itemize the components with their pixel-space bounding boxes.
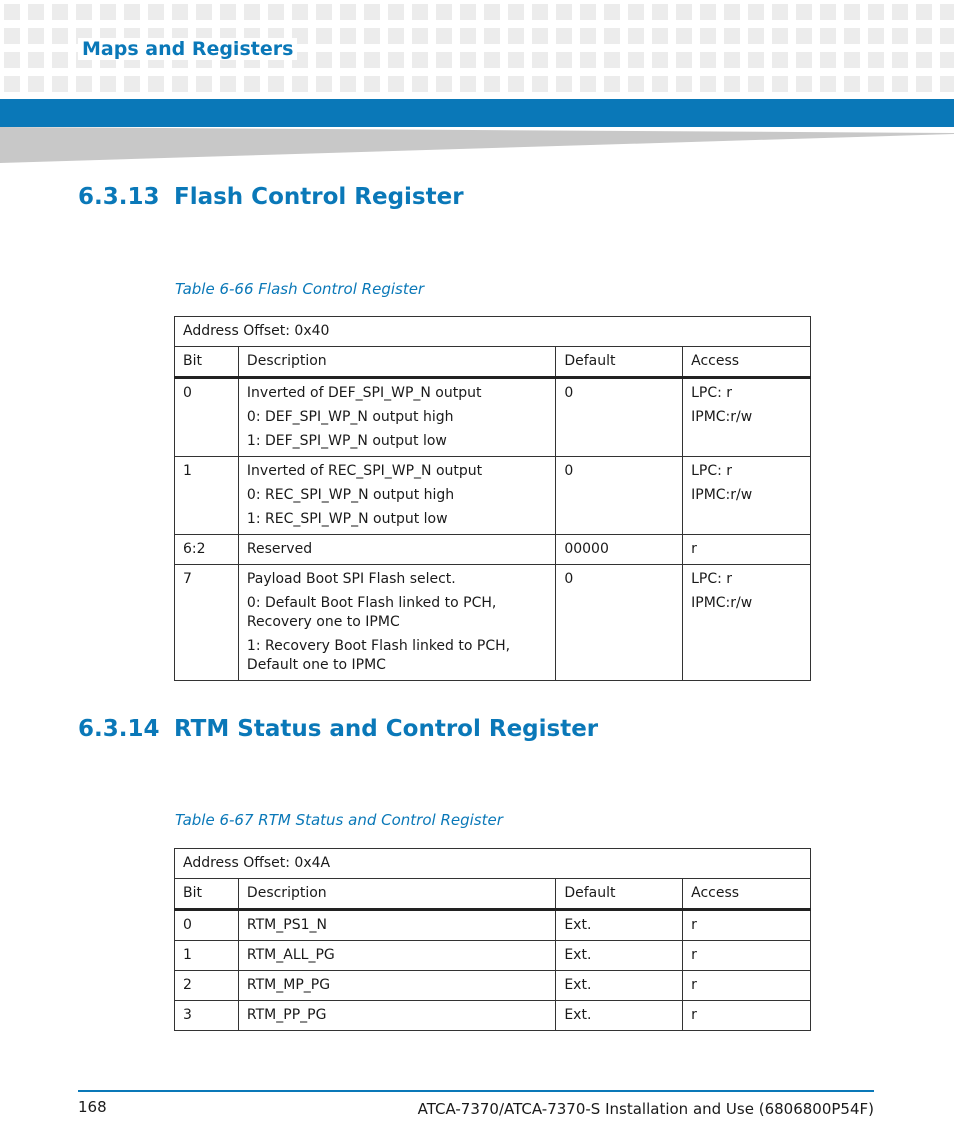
header-pattern-square bbox=[28, 76, 44, 92]
header-pattern-square bbox=[676, 52, 692, 68]
table-row bbox=[175, 565, 811, 681]
header-pattern-square bbox=[4, 4, 20, 20]
column-header-bit: Bit bbox=[175, 347, 239, 378]
access-line: r bbox=[691, 541, 697, 557]
header-pattern-square bbox=[796, 28, 812, 44]
column-header-access: Access bbox=[683, 879, 811, 910]
access-cell bbox=[683, 378, 811, 457]
header-pattern-square bbox=[268, 76, 284, 92]
column-header-default: Default bbox=[556, 879, 683, 910]
table-row bbox=[175, 457, 811, 535]
table-row bbox=[175, 1001, 811, 1031]
page-number: 168 bbox=[78, 1098, 107, 1116]
header-pattern-square bbox=[508, 4, 524, 20]
header-pattern-square bbox=[196, 4, 212, 20]
header-pattern-square bbox=[28, 52, 44, 68]
header-pattern-square bbox=[556, 4, 572, 20]
header-pattern-square bbox=[700, 76, 716, 92]
header-pattern-square bbox=[388, 76, 404, 92]
table-row bbox=[175, 535, 811, 565]
header-pattern-square bbox=[508, 28, 524, 44]
header-pattern-square bbox=[916, 4, 932, 20]
header-pattern-square bbox=[604, 52, 620, 68]
column-header-default: Default bbox=[556, 347, 683, 378]
header-pattern-square bbox=[556, 76, 572, 92]
rtm-status-control-register-table bbox=[174, 848, 811, 1031]
header-pattern-square bbox=[748, 76, 764, 92]
footer-rule bbox=[78, 1090, 874, 1092]
header-pattern-square bbox=[484, 28, 500, 44]
header-pattern-square bbox=[868, 28, 884, 44]
header-pattern-square bbox=[76, 4, 92, 20]
header-pattern-square bbox=[52, 28, 68, 44]
default-cell: 0 bbox=[556, 378, 683, 457]
header-pattern-square bbox=[484, 52, 500, 68]
header-pattern-square bbox=[436, 4, 452, 20]
header-pattern-square bbox=[628, 28, 644, 44]
section-heading-6-3-14 bbox=[78, 716, 598, 742]
header-pattern-square bbox=[940, 52, 954, 68]
header-pattern-square bbox=[772, 4, 788, 20]
default-cell: Ext. bbox=[556, 1001, 683, 1031]
header-pattern-square bbox=[532, 28, 548, 44]
bit-cell: 1 bbox=[175, 457, 239, 535]
access-cell: r bbox=[683, 1001, 811, 1031]
header-pattern-square bbox=[868, 76, 884, 92]
default-cell: 00000 bbox=[556, 535, 683, 565]
header-pattern-square bbox=[916, 76, 932, 92]
header-pattern-square bbox=[484, 4, 500, 20]
default-cell: Ext. bbox=[556, 971, 683, 1001]
header-pattern-square bbox=[724, 52, 740, 68]
description-line: Reserved bbox=[246, 541, 313, 557]
column-header-description: Description bbox=[238, 879, 555, 910]
access-line: LPC: r bbox=[691, 571, 733, 587]
header-pattern-square bbox=[76, 76, 92, 92]
header-pattern-square bbox=[172, 76, 188, 92]
header-pattern-square bbox=[340, 28, 356, 44]
header-pattern-square bbox=[364, 52, 380, 68]
header-pattern-square bbox=[772, 28, 788, 44]
header-pattern-square bbox=[388, 4, 404, 20]
header-pattern-square bbox=[364, 28, 380, 44]
description-cell bbox=[238, 457, 555, 535]
section-title: Flash Control Register bbox=[174, 184, 464, 210]
header-pattern-square bbox=[4, 28, 20, 44]
section-heading-6-3-13 bbox=[78, 184, 464, 210]
header-pattern-square bbox=[316, 4, 332, 20]
header-pattern-square bbox=[532, 76, 548, 92]
header-pattern-square bbox=[316, 28, 332, 44]
bit-cell: 2 bbox=[175, 971, 239, 1001]
header-pattern-square bbox=[148, 4, 164, 20]
header-pattern-square bbox=[244, 76, 260, 92]
description-line: 0: Default Boot Flash linked to PCH, Recovery one to IPMC bbox=[246, 595, 497, 630]
description-line: Inverted of DEF_SPI_WP_N output bbox=[246, 385, 482, 401]
header-blue-band bbox=[0, 99, 954, 127]
bit-cell: 0 bbox=[175, 378, 239, 457]
header-pattern-square bbox=[412, 52, 428, 68]
header-pattern-square bbox=[28, 28, 44, 44]
header-pattern-square bbox=[844, 76, 860, 92]
table-row bbox=[175, 941, 811, 971]
header-pattern-square bbox=[412, 28, 428, 44]
section-number: 6.3.13 bbox=[78, 184, 160, 210]
header-pattern-square bbox=[820, 76, 836, 92]
access-cell bbox=[683, 457, 811, 535]
table-row bbox=[175, 910, 811, 941]
header-pattern-square bbox=[628, 4, 644, 20]
header-pattern-square bbox=[796, 76, 812, 92]
header-pattern-square bbox=[820, 52, 836, 68]
section-title: RTM Status and Control Register bbox=[174, 716, 599, 742]
header-pattern-square bbox=[868, 52, 884, 68]
header-pattern-square bbox=[532, 52, 548, 68]
header-pattern-square bbox=[844, 4, 860, 20]
header-pattern-square bbox=[532, 4, 548, 20]
header-pattern-square bbox=[100, 4, 116, 20]
header-pattern-square bbox=[580, 76, 596, 92]
header-pattern-square bbox=[220, 4, 236, 20]
header-pattern-square bbox=[580, 4, 596, 20]
header-pattern-square bbox=[820, 4, 836, 20]
description-line: Payload Boot SPI Flash select. bbox=[246, 571, 456, 587]
description-cell: RTM_MP_PG bbox=[238, 971, 555, 1001]
column-header-access: Access bbox=[683, 347, 811, 378]
header-pattern-square bbox=[676, 4, 692, 20]
header-pattern-square bbox=[100, 76, 116, 92]
header-pattern-square bbox=[172, 4, 188, 20]
bit-cell: 7 bbox=[175, 565, 239, 681]
column-header-description: Description bbox=[238, 347, 555, 378]
address-offset-cell: Address Offset: 0x4A bbox=[175, 849, 811, 879]
description-line: 0: DEF_SPI_WP_N output high bbox=[246, 409, 454, 425]
header-pattern-square bbox=[604, 76, 620, 92]
header-pattern-square bbox=[388, 52, 404, 68]
header-pattern-square bbox=[580, 28, 596, 44]
header-pattern-square bbox=[52, 52, 68, 68]
header-pattern-square bbox=[940, 28, 954, 44]
header-pattern-square bbox=[340, 4, 356, 20]
header-pattern-square bbox=[628, 52, 644, 68]
description-line: 1: REC_SPI_WP_N output low bbox=[246, 511, 448, 527]
header-pattern-square bbox=[148, 76, 164, 92]
header-pattern-square bbox=[604, 4, 620, 20]
header-pattern-square bbox=[916, 28, 932, 44]
header-pattern-square bbox=[652, 52, 668, 68]
header-pattern-square bbox=[4, 52, 20, 68]
header-pattern-square bbox=[52, 4, 68, 20]
header-pattern-square bbox=[292, 4, 308, 20]
description-cell bbox=[238, 535, 555, 565]
header-pattern-square bbox=[676, 76, 692, 92]
header-pattern-square bbox=[244, 4, 260, 20]
access-cell: r bbox=[683, 941, 811, 971]
default-cell: 0 bbox=[556, 457, 683, 535]
header-pattern-square bbox=[748, 4, 764, 20]
header-pattern-square bbox=[724, 76, 740, 92]
header-pattern-square bbox=[412, 4, 428, 20]
header-pattern-square bbox=[652, 4, 668, 20]
header-pattern-square bbox=[436, 28, 452, 44]
header-pattern-square bbox=[556, 52, 572, 68]
bit-cell: 0 bbox=[175, 910, 239, 941]
header-pattern-square bbox=[844, 52, 860, 68]
header-pattern-square bbox=[340, 52, 356, 68]
header-pattern-square bbox=[460, 4, 476, 20]
header-pattern-square bbox=[268, 4, 284, 20]
header-pattern-square bbox=[700, 4, 716, 20]
description-line: Inverted of REC_SPI_WP_N output bbox=[246, 463, 483, 479]
header-pattern-square bbox=[604, 28, 620, 44]
header-pattern-square bbox=[820, 28, 836, 44]
header-gray-wedge bbox=[0, 127, 954, 163]
access-cell: r bbox=[683, 971, 811, 1001]
header-pattern-square bbox=[364, 76, 380, 92]
header-pattern-square bbox=[940, 4, 954, 20]
header-pattern-square bbox=[772, 76, 788, 92]
header-pattern-square bbox=[484, 76, 500, 92]
header-pattern-square bbox=[724, 28, 740, 44]
section-number: 6.3.14 bbox=[78, 716, 160, 742]
header-pattern-square bbox=[196, 76, 212, 92]
flash-control-register-table bbox=[174, 316, 811, 681]
header-pattern-square bbox=[580, 52, 596, 68]
access-cell: r bbox=[683, 910, 811, 941]
description-cell: RTM_ALL_PG bbox=[238, 941, 555, 971]
default-cell: Ext. bbox=[556, 910, 683, 941]
bit-cell: 3 bbox=[175, 1001, 239, 1031]
header-pattern-square bbox=[844, 28, 860, 44]
header-pattern-square bbox=[292, 76, 308, 92]
header-pattern-square bbox=[412, 76, 428, 92]
header-pattern-square bbox=[892, 76, 908, 92]
header-pattern-square bbox=[124, 76, 140, 92]
header-pattern-square bbox=[52, 76, 68, 92]
header-pattern-square bbox=[124, 4, 140, 20]
header-pattern-square bbox=[388, 28, 404, 44]
description-line: 1: Recovery Boot Flash linked to PCH, Default one to IPMC bbox=[246, 638, 511, 673]
header-pattern-square bbox=[676, 28, 692, 44]
address-offset-cell: Address Offset: 0x40 bbox=[175, 317, 811, 347]
table-caption-6-67: Table 6-67 RTM Status and Control Register bbox=[175, 811, 503, 829]
column-header-bit: Bit bbox=[175, 879, 239, 910]
header-pattern-square bbox=[700, 52, 716, 68]
header-pattern-square bbox=[628, 76, 644, 92]
header-pattern-square bbox=[508, 52, 524, 68]
description-line: 1: DEF_SPI_WP_N output low bbox=[246, 433, 447, 449]
header-pattern-square bbox=[340, 76, 356, 92]
bit-cell: 6:2 bbox=[175, 535, 239, 565]
header-pattern-square bbox=[916, 52, 932, 68]
description-cell bbox=[238, 565, 555, 681]
header-pattern-square bbox=[868, 4, 884, 20]
description-cell: RTM_PP_PG bbox=[238, 1001, 555, 1031]
header-pattern-square bbox=[364, 4, 380, 20]
header-pattern-square bbox=[796, 4, 812, 20]
access-cell bbox=[683, 535, 811, 565]
header-pattern-square bbox=[316, 52, 332, 68]
bit-cell: 1 bbox=[175, 941, 239, 971]
description-cell: RTM_PS1_N bbox=[238, 910, 555, 941]
access-cell bbox=[683, 565, 811, 681]
header-pattern-square bbox=[652, 28, 668, 44]
header-pattern-square bbox=[748, 52, 764, 68]
document-title: ATCA-7370/ATCA-7370-S Installation and Use (6806800P54F) bbox=[417, 1100, 874, 1118]
access-line: LPC: r bbox=[691, 463, 733, 479]
header-pattern-square bbox=[700, 28, 716, 44]
header-pattern-square bbox=[892, 4, 908, 20]
default-cell: Ext. bbox=[556, 941, 683, 971]
header-pattern-square bbox=[28, 4, 44, 20]
header-pattern-square bbox=[892, 52, 908, 68]
access-line: IPMC:r/w bbox=[691, 487, 753, 503]
header-pattern-square bbox=[796, 52, 812, 68]
description-line: 0: REC_SPI_WP_N output high bbox=[246, 487, 455, 503]
header-pattern-square bbox=[460, 52, 476, 68]
header-pattern-square bbox=[724, 4, 740, 20]
header-pattern-square bbox=[436, 76, 452, 92]
running-header-title: Maps and Registers bbox=[78, 38, 297, 60]
header-pattern-square bbox=[4, 76, 20, 92]
header-pattern-square bbox=[460, 28, 476, 44]
table-row bbox=[175, 971, 811, 1001]
header-pattern-square bbox=[556, 28, 572, 44]
access-line: IPMC:r/w bbox=[691, 595, 753, 611]
description-cell bbox=[238, 378, 555, 457]
header-pattern-square bbox=[940, 76, 954, 92]
header-pattern-square bbox=[220, 76, 236, 92]
header-pattern-square bbox=[748, 28, 764, 44]
header-pattern-square bbox=[460, 76, 476, 92]
table-caption-6-66: Table 6-66 Flash Control Register bbox=[175, 280, 425, 298]
header-pattern-square bbox=[436, 52, 452, 68]
access-line: IPMC:r/w bbox=[691, 409, 753, 425]
header-pattern-square bbox=[508, 76, 524, 92]
header-pattern-square bbox=[316, 76, 332, 92]
header-pattern-square bbox=[892, 28, 908, 44]
access-line: LPC: r bbox=[691, 385, 733, 401]
table-row bbox=[175, 378, 811, 457]
header-pattern-square bbox=[772, 52, 788, 68]
default-cell: 0 bbox=[556, 565, 683, 681]
header-pattern-square bbox=[652, 76, 668, 92]
